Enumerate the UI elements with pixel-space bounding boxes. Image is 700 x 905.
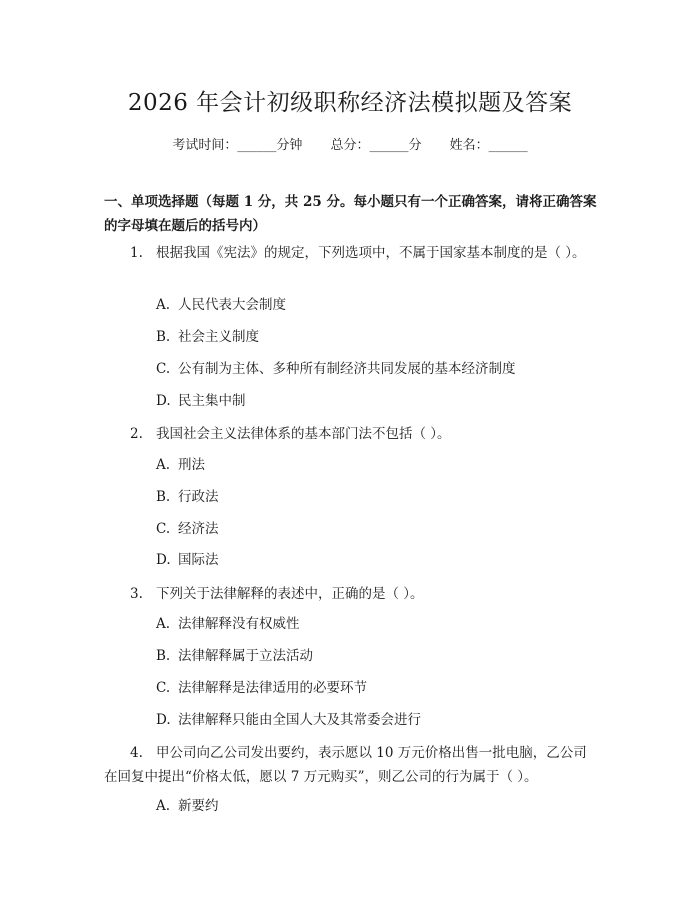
option-letter: D.: [156, 712, 171, 728]
option: [156, 455, 596, 475]
option-letter: A.: [156, 457, 171, 473]
option-letter: B.: [156, 329, 171, 345]
option-letter: B.: [156, 648, 171, 664]
question-1: [104, 241, 600, 265]
option-text: 人民代表大会制度: [178, 297, 286, 313]
option-text: 新要约: [178, 798, 219, 814]
question-number: 1.: [130, 245, 143, 261]
option-letter: C.: [156, 361, 171, 377]
question-3: [104, 582, 600, 606]
question-4: [104, 741, 600, 789]
option-letter: A.: [156, 798, 171, 814]
exam-time-field: 考试时间：______分钟: [172, 138, 303, 153]
option-text: 经济法: [178, 521, 219, 537]
option: [156, 295, 596, 315]
option-text: 民主集中制: [178, 393, 246, 409]
option: [156, 678, 596, 698]
option: [156, 796, 596, 816]
option-text: 行政法: [178, 489, 219, 505]
option-letter: C.: [156, 680, 171, 696]
question-text: 根据我国《宪法》的规定，下列选项中，不属于国家基本制度的是（ ）。: [156, 245, 586, 261]
option: [156, 487, 596, 507]
option: [156, 550, 596, 570]
option: [156, 519, 596, 539]
question-text: 下列关于法律解释的表述中，正确的是（ ）。: [156, 586, 424, 602]
option-text: 法律解释是法律适用的必要环节: [178, 680, 367, 696]
option: [156, 327, 596, 347]
option-letter: A.: [156, 297, 171, 313]
option-letter: D.: [156, 552, 171, 568]
exam-meta: [0, 134, 700, 153]
exam-name-field: 姓名：______: [449, 138, 528, 153]
option: [156, 710, 596, 730]
question-number: 2.: [130, 426, 143, 442]
option-text: 社会主义制度: [178, 329, 259, 345]
option-text: 法律解释没有权威性: [178, 616, 300, 632]
option: [156, 391, 596, 411]
option: [156, 646, 596, 666]
question-text: 甲公司向乙公司发出要约，表示愿以 10 万元价格出售一批电脑，乙公司在回复中提出“价格太低，愿以 7 万元购买”，则乙公司的行为属于（ ）。: [104, 745, 587, 785]
question-text: 我国社会主义法律体系的基本部门法不包括（ ）。: [156, 426, 451, 442]
section-heading: 一、单项选择题（每题 1 分，共 25 分。每小题只有一个正确答案，请将正确答案的字母填在题后的括号内）: [104, 194, 597, 234]
option-text: 国际法: [178, 552, 219, 568]
option: [156, 614, 596, 634]
option-text: 公有制为主体、多种所有制经济共同发展的基本经济制度: [178, 361, 516, 377]
exam-score-field: 总分：______分: [330, 138, 422, 153]
option-letter: A.: [156, 616, 171, 632]
option-text: 法律解释只能由全国人大及其常委会进行: [178, 712, 421, 728]
option-letter: C.: [156, 521, 171, 537]
question-number: 4.: [130, 745, 143, 761]
option-text: 法律解释属于立法活动: [178, 648, 313, 664]
option-letter: D.: [156, 393, 171, 409]
question-2: [104, 422, 600, 446]
question-number: 3.: [130, 586, 143, 602]
option-text: 刑法: [178, 457, 205, 473]
option: [156, 359, 596, 379]
document-title: 2026 年会计初级职称经济法模拟题及答案: [127, 90, 573, 116]
option-letter: B.: [156, 489, 171, 505]
